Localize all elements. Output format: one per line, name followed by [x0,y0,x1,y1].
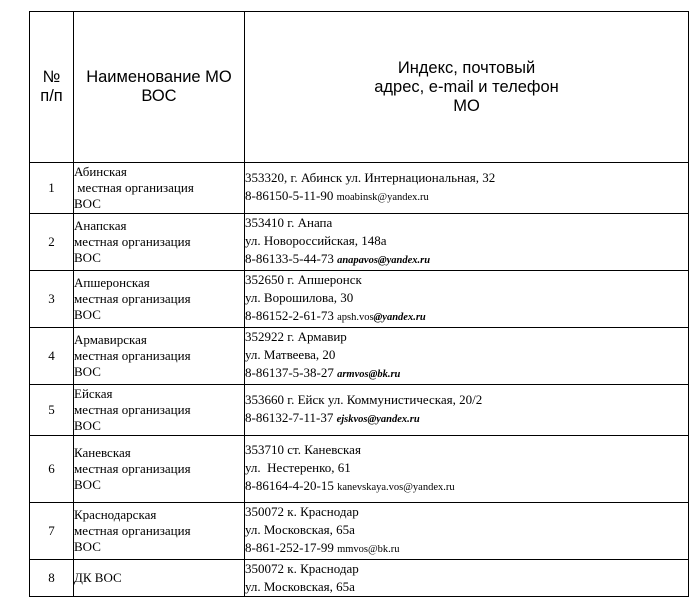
header-address: Индекс, почтовый адрес, e-mail и телефон МО [245,12,689,163]
table-row [30,503,689,560]
header-name: Наименование МО ВОС [74,12,245,163]
table-row [30,214,689,271]
org-name: ДК ВОС [74,560,245,597]
phone: 8-86150-5-11-90 [245,188,334,203]
email: ejskvos@yandex.ru [336,414,420,425]
org-name: Абинская местная организация ВОС [74,163,245,214]
phone: 8-86164-4-20-15 [245,478,334,493]
phone: 8-861-252-17-99 [245,540,334,555]
org-name: Каневская местная организация ВОС [74,436,245,503]
org-address: 353710 ст. Каневская ул. Нестеренко, 61 8-86164-4-20-15 kanevskaya.vos@yandex.ru [245,436,689,503]
email: apsh.vos@yandex.ru [337,312,426,323]
phone: 8-86152-2-61-73 [245,308,334,323]
row-number: 6 [30,436,74,503]
email: armvos@bk.ru [337,369,401,380]
org-address: 350072 к. Краснодар ул. Московская, 65а [245,560,689,597]
email: mmvos@bk.ru [337,544,400,555]
org-name: Ейская местная организация ВОС [74,385,245,436]
phone: 8-86133-5-44-73 [245,251,334,266]
row-number: 4 [30,328,74,385]
row-number: 1 [30,163,74,214]
org-address: 350072 к. Краснодар ул. Московская, 65а 8-861-252-17-99 mmvos@bk.ru [245,503,689,560]
org-name: Краснодарская местная организация ВОС [74,503,245,560]
table-row [30,163,689,214]
org-address: 353410 г. Анапа ул. Новороссийская, 148а 8-86133-5-44-73 anapavos@yandex.ru [245,214,689,271]
header-number: № п/п [30,12,74,163]
organizations-table [29,11,689,597]
org-address: 353320, г. Абинск ул. Интернациональная, 32 8-86150-5-11-90 moabinsk@yandex.ru [245,163,689,214]
table-row [30,560,689,597]
row-number: 2 [30,214,74,271]
org-name: Армавирская местная организация ВОС [74,328,245,385]
table-header-row [30,12,689,163]
table-row [30,328,689,385]
table-row [30,271,689,328]
row-number: 8 [30,560,74,597]
email: anapavos@yandex.ru [337,255,431,266]
table-row [30,385,689,436]
email: kanevskaya.vos@yandex.ru [337,482,455,493]
phone: 8-86137-5-38-27 [245,365,334,380]
phone: 8-86132-7-11-37 [245,410,334,425]
org-name: Анапская местная организация ВОС [74,214,245,271]
email: moabinsk@yandex.ru [336,192,429,203]
row-number: 3 [30,271,74,328]
org-name: Апшеронская местная организация ВОС [74,271,245,328]
org-address: 352650 г. Апшеронск ул. Ворошилова, 30 8-86152-2-61-73 apsh.vos@yandex.ru [245,271,689,328]
row-number: 7 [30,503,74,560]
row-number: 5 [30,385,74,436]
org-address: 352922 г. Армавир ул. Матвеева, 20 8-86137-5-38-27 armvos@bk.ru [245,328,689,385]
table-row [30,436,689,503]
org-address: 353660 г. Ейск ул. Коммунистическая, 20/2 8-86132-7-11-37 ejskvos@yandex.ru [245,385,689,436]
